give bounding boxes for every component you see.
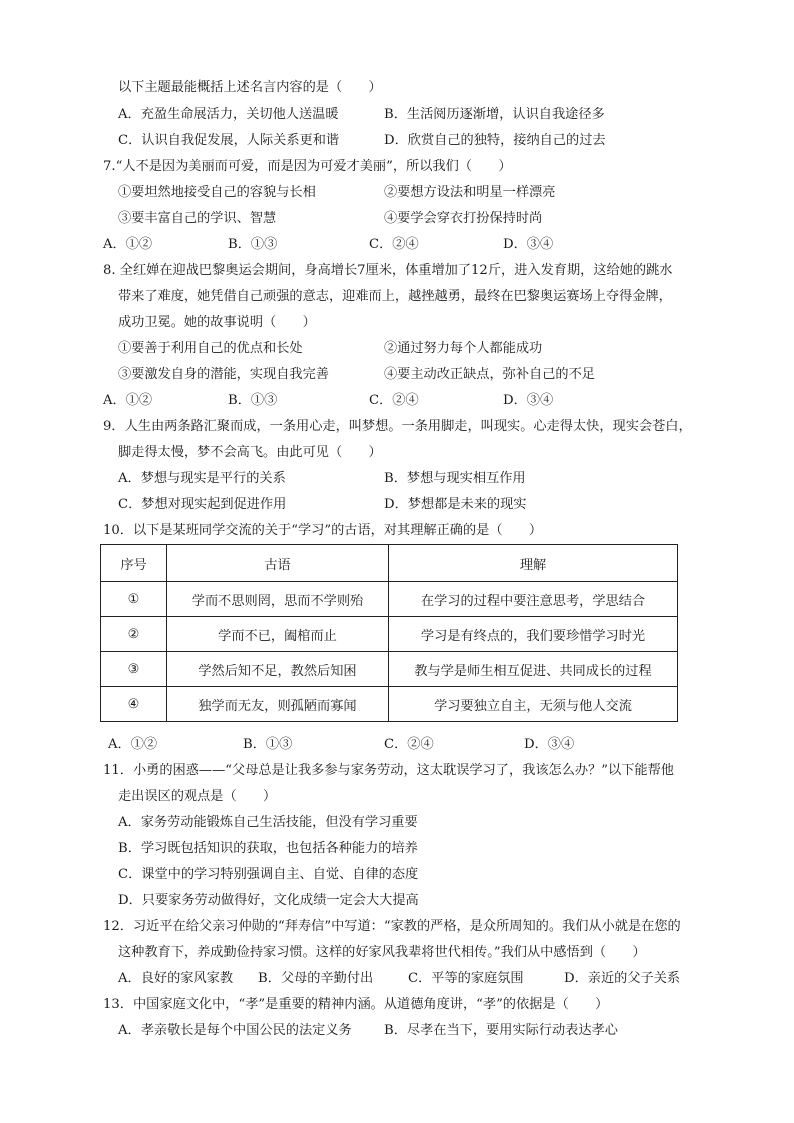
q6-option-a[interactable]: A．充盈生命展活力，关切他人送温暖 bbox=[118, 107, 339, 122]
table-row bbox=[101, 582, 678, 617]
q10-choice-c[interactable]: C．②④ bbox=[384, 737, 434, 752]
q12-choice-c[interactable]: C．平等的家庭氛围 bbox=[408, 971, 524, 986]
q8-choice-a[interactable]: A．①② bbox=[103, 393, 153, 408]
row-understanding: 教与学是师生相互促进、共同成长的过程 bbox=[389, 652, 678, 687]
q12-choice-d[interactable]: D．亲近的父子关系 bbox=[564, 971, 681, 986]
q10-choice-a[interactable]: A．①② bbox=[108, 737, 158, 752]
q7-choice-a[interactable]: A．①② bbox=[103, 237, 153, 252]
q7-choice-d[interactable]: D．③④ bbox=[503, 237, 554, 252]
q8-stem-line-1: 8. 全红婵在迎战巴黎奥运会期间，身高增长7厘米，体重增加了12斤，进入发育期，这给她的跳水 bbox=[103, 263, 673, 278]
table-header-row bbox=[101, 545, 678, 582]
row-proverb: 学然后知不足，教然后知困 bbox=[167, 652, 389, 687]
row-understanding: 学习是有终点的，我们要珍惜学习时光 bbox=[389, 617, 678, 652]
table-row bbox=[101, 652, 678, 687]
row-proverb: 独学而无友，则孤陋而寡闻 bbox=[167, 687, 389, 722]
q13-stem: 13．中国家庭文化中，“孝”是重要的精神内涵。从道德角度讲，“孝”的依据是（ ） bbox=[103, 997, 609, 1012]
table-row bbox=[101, 617, 678, 652]
q13-option-b[interactable]: B．尽孝在当下，要用实际行动表达孝心 bbox=[384, 1023, 618, 1038]
q11-option-a[interactable]: A．家务劳动能锻炼自己生活技能，但没有学习重要 bbox=[118, 815, 418, 830]
row-index: ③ bbox=[101, 652, 167, 687]
q9-option-a[interactable]: A．梦想与现实是平行的关系 bbox=[118, 471, 286, 486]
q6-option-c[interactable]: C．认识自我促发展，人际关系更和谐 bbox=[118, 133, 340, 148]
row-understanding: 学习要独立自主，无须与他人交流 bbox=[389, 687, 678, 722]
q9-option-c[interactable]: C．梦想对现实起到促进作用 bbox=[118, 497, 287, 512]
q7-item-3: ③要丰富自己的学识、智慧 bbox=[118, 211, 277, 226]
q8-stem-line-2: 带来了难度，她凭借自己顽强的意志，迎难而上，越挫越勇，最终在巴黎奥运赛场上夺得金牌， bbox=[118, 289, 672, 304]
q8-item-1: ①要善于利用自己的优点和长处 bbox=[118, 341, 303, 356]
q7-choice-c[interactable]: C．②④ bbox=[369, 237, 419, 252]
q11-stem-line-2: 走出误区的观点是（ ） bbox=[118, 789, 277, 804]
q11-option-d[interactable]: D．只要家务劳动做得好，文化成绩一定会大大提高 bbox=[118, 893, 419, 908]
q8-stem-line-3: 成功卫冕。她的故事说明（ ） bbox=[118, 315, 316, 330]
table-row bbox=[101, 687, 678, 722]
q7-item-2: ②要想方设法和明星一样漂亮 bbox=[384, 185, 556, 200]
q12-choice-a[interactable]: A．良好的家风家教 bbox=[118, 971, 234, 986]
q7-item-1: ①要坦然地接受自己的容貌与长相 bbox=[118, 185, 316, 200]
q9-stem-line-2: 脚走得太慢，梦不会高飞。由此可见（ ） bbox=[118, 445, 382, 460]
q9-option-d[interactable]: D．梦想都是未来的现实 bbox=[384, 497, 527, 512]
header-proverb: 古语 bbox=[167, 545, 389, 582]
row-understanding: 在学习的过程中要注意思考，学思结合 bbox=[389, 582, 678, 617]
q10-choice-d[interactable]: D．③④ bbox=[524, 737, 575, 752]
row-index: ① bbox=[101, 582, 167, 617]
q7-choice-b[interactable]: B．①③ bbox=[228, 237, 278, 252]
q7-item-4: ④要学会穿衣打扮保持时尚 bbox=[384, 211, 543, 226]
q8-item-4: ④要主动改正缺点，弥补自己的不足 bbox=[384, 367, 595, 382]
q6-option-b[interactable]: B．生活阅历逐渐增，认识自我途径多 bbox=[384, 107, 605, 122]
q12-choice-b[interactable]: B．父母的辛勤付出 bbox=[258, 971, 374, 986]
q9-stem-line-1: 9．人生由两条路汇聚而成，一条用心走，叫梦想。一条用脚走，叫现实。心走得太快，现实会苍白， bbox=[103, 419, 692, 434]
q8-item-2: ②通过努力每个人都能成功 bbox=[384, 341, 543, 356]
q12-stem-line-1: 12．习近平在给父亲习仲勋的“拜寿信”中写道：“家教的严格，是众所周知的。我们从小就是在您的 bbox=[103, 919, 681, 934]
header-index: 序号 bbox=[101, 545, 167, 582]
row-index: ④ bbox=[101, 687, 167, 722]
q6-option-d[interactable]: D．欣赏自己的独特，接纳自己的过去 bbox=[384, 133, 606, 148]
header-understanding: 理解 bbox=[389, 545, 678, 582]
row-index: ② bbox=[101, 617, 167, 652]
q10-table bbox=[100, 544, 678, 722]
q8-choice-c[interactable]: C．②④ bbox=[369, 393, 419, 408]
q12-stem-line-2: 这种教育下，养成勤俭持家习惯。这样的好家风我辈将世代相传。”我们从中感悟到（ ） bbox=[118, 945, 646, 960]
row-proverb: 学而不已，阖棺而止 bbox=[167, 617, 389, 652]
q13-option-a[interactable]: A．孝亲敬长是每个中国公民的法定义务 bbox=[118, 1023, 352, 1038]
row-proverb: 学而不思则罔，思而不学则殆 bbox=[167, 582, 389, 617]
q6-stem-tail: 以下主题最能概括上述名言内容的是（ ） bbox=[118, 80, 382, 95]
q7-stem: 7.“人不是因为美丽而可爱，而是因为可爱才美丽”，所以我们（ ） bbox=[103, 159, 512, 174]
q8-choice-d[interactable]: D．③④ bbox=[503, 393, 554, 408]
q11-option-c[interactable]: C．课堂中的学习特别强调自主、自觉、自律的态度 bbox=[118, 867, 419, 882]
q10-stem: 10．以下是某班同学交流的关于“学习”的古语，对其理解正确的是（ ） bbox=[103, 523, 543, 538]
q9-option-b[interactable]: B．梦想与现实相互作用 bbox=[384, 471, 526, 486]
q10-choice-b[interactable]: B．①③ bbox=[243, 737, 293, 752]
q11-stem-line-1: 11．小勇的困惑——“父母总是让我多参与家务劳动，这太耽误学习了，我该怎么办？”以下能帮他 bbox=[103, 763, 674, 778]
q8-choice-b[interactable]: B．①③ bbox=[228, 393, 278, 408]
q11-option-b[interactable]: B．学习既包括知识的获取，也包括各种能力的培养 bbox=[118, 841, 418, 856]
q8-item-3: ③要激发自身的潜能，实现自我完善 bbox=[118, 367, 329, 382]
